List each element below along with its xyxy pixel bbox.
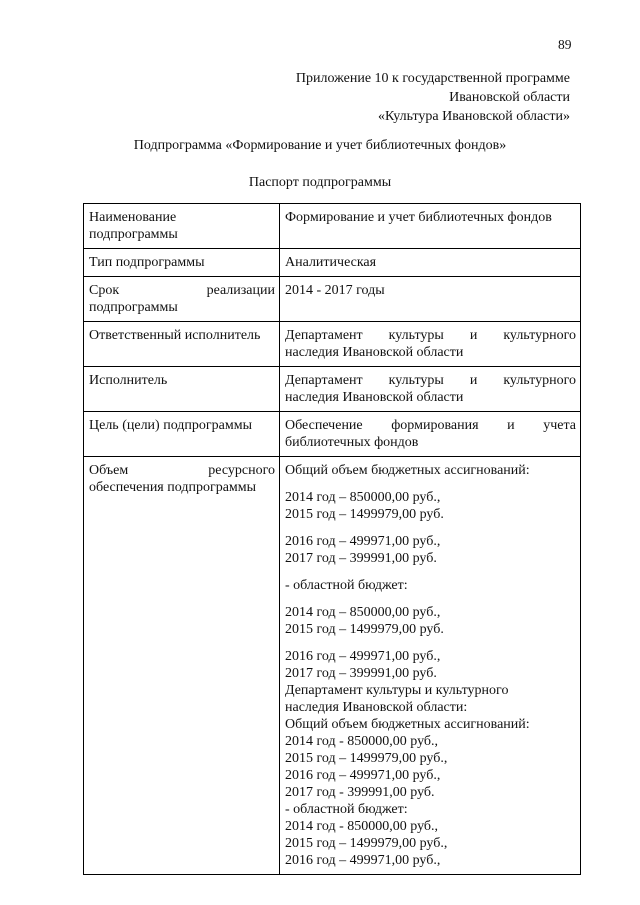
funding-line: Общий объем бюджетных ассигнований: <box>285 717 530 732</box>
row-value: Аналитическая <box>280 249 581 277</box>
funding-line: 2017 год - 399991,00 руб. <box>285 785 435 800</box>
passport-title: Паспорт подпрограммы <box>248 175 392 190</box>
label-line <box>89 282 275 299</box>
funding-line: 2015 год – 1499979,00 руб., <box>285 751 448 766</box>
funding-line: 2014 год – 850000,00 руб., <box>285 605 441 620</box>
row-label: Ответственный исполнитель <box>84 322 280 367</box>
row-value <box>280 322 581 367</box>
funding-line: 2016 год – 499971,00 руб., <box>285 853 441 868</box>
value-word: учета <box>543 418 576 433</box>
label-word: реализации <box>206 283 275 298</box>
table-row-name <box>84 204 581 249</box>
row-value <box>280 457 581 875</box>
value-word: Обеспечение <box>285 418 363 433</box>
table-row-executor <box>84 367 581 412</box>
row-value <box>280 367 581 412</box>
row-label <box>84 277 280 322</box>
table-row-goal <box>84 412 581 457</box>
value-line <box>285 417 576 434</box>
table-row-funding <box>84 457 581 875</box>
funding-line: - областной бюджет: <box>285 802 408 817</box>
funding-line: 2014 год – 850000,00 руб., <box>285 490 441 505</box>
appendix-header <box>296 69 570 126</box>
funding-line: Департамент культуры и культурного <box>285 683 509 698</box>
funding-line: наследия Ивановской области: <box>285 700 468 715</box>
appendix-line-3: «Культура Ивановской области» <box>377 109 570 124</box>
appendix-line-2: Ивановской области <box>449 90 570 105</box>
value-line <box>285 372 576 389</box>
funding-line: 2017 год – 399991,00 руб. <box>285 551 437 566</box>
table-row-responsible <box>84 322 581 367</box>
row-value <box>280 204 581 249</box>
value-word: формирования <box>391 418 479 433</box>
row-value <box>280 412 581 457</box>
value-word: культуры <box>388 373 444 388</box>
row-label <box>84 457 280 875</box>
label-line: обеспечения подпрограммы <box>89 480 257 495</box>
value-word: культурного <box>503 373 576 388</box>
row-label <box>84 204 280 249</box>
page-number: 89 <box>558 37 572 52</box>
table-row-term <box>84 277 581 322</box>
table-row-type <box>84 249 581 277</box>
funding-line: 2015 год – 1499979,00 руб. <box>285 622 444 637</box>
row-label: Цель (цели) подпрограммы <box>84 412 280 457</box>
label-word: Объем <box>89 463 129 478</box>
value-word: и <box>469 328 478 343</box>
funding-line: 2015 год – 1499979,00 руб., <box>285 836 448 851</box>
value-word: и <box>507 418 515 433</box>
value-word: и <box>469 373 478 388</box>
passport-table <box>83 203 581 875</box>
funding-line: 2017 год – 399991,00 руб. <box>285 666 437 681</box>
label-word: ресурсного <box>208 463 275 478</box>
row-label: Исполнитель <box>84 367 280 412</box>
label-line: подпрограммы <box>89 300 178 315</box>
row-value: 2014 - 2017 годы <box>280 277 581 322</box>
value-line: наследия Ивановской области <box>285 390 464 405</box>
value-line: библиотечных фондов <box>285 435 419 450</box>
subprogram-title: Подпрограмма «Формирование и учет библиотечных фондов» <box>133 138 507 153</box>
value-word: культуры <box>388 328 444 343</box>
row-label: Тип подпрограммы <box>84 249 280 277</box>
value-line: наследия Ивановской области <box>285 345 464 360</box>
value-word: Департамент <box>285 373 363 388</box>
appendix-line-1: Приложение 10 к государственной программе <box>295 71 570 86</box>
label-line: Наименование <box>89 210 177 225</box>
value-word: Департамент <box>285 328 363 343</box>
funding-line: 2016 год – 499971,00 руб., <box>285 534 441 549</box>
funding-line: - областной бюджет: <box>285 578 408 593</box>
value-word: культурного <box>503 328 576 343</box>
funding-line: 2015 год – 1499979,00 руб. <box>285 507 444 522</box>
label-word: Срок <box>89 283 120 298</box>
funding-line: 2014 год - 850000,00 руб., <box>285 819 439 834</box>
funding-line: 2014 год - 850000,00 руб., <box>285 734 439 749</box>
label-line: подпрограммы <box>89 227 178 242</box>
funding-line: Общий объем бюджетных ассигнований: <box>285 463 530 478</box>
value-line: Формирование и учет библиотечных фондов <box>285 210 552 225</box>
funding-line: 2016 год – 499971,00 руб., <box>285 768 441 783</box>
funding-line: 2016 год – 499971,00 руб., <box>285 649 441 664</box>
value-line <box>285 327 576 344</box>
label-line <box>89 462 275 479</box>
